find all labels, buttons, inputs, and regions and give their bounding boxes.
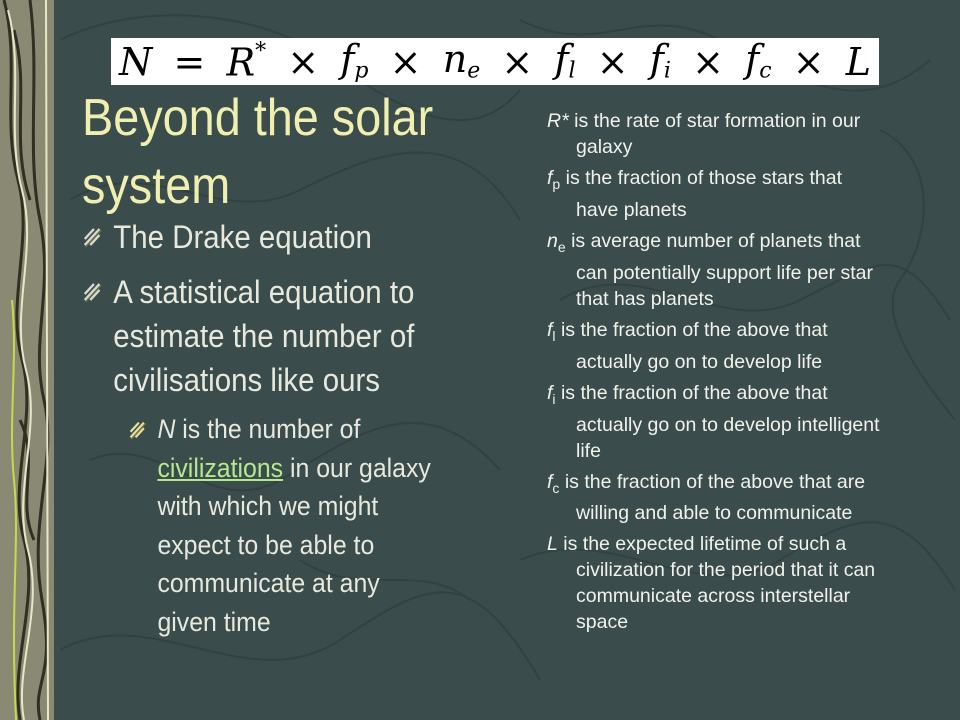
eq-equals: = <box>173 39 206 84</box>
definition-symbol: f <box>547 381 553 404</box>
eq-times: × <box>501 39 534 84</box>
definition-text: is the rate of star formation in our galaxy <box>568 110 861 158</box>
sub-bullet-text: N is the number of civilizations in our galaxy with which we might expect to be able to communicate at any given time <box>157 414 431 637</box>
definition-symbol: R <box>547 110 562 132</box>
definition-superscript: * <box>561 110 569 132</box>
bullet-drake-equation <box>82 217 372 257</box>
definition-text: is the fraction of the above that actually go on to develop life <box>555 318 828 373</box>
definition-text: is average number of planets that can potentially support life per star that has planets <box>565 229 873 310</box>
definition-text: is the expected lifetime of such a civilization for the period that it can communicate across interstellar space <box>557 533 876 634</box>
definition-text: is the fraction of the above that actually go on to develop intelligent life <box>555 381 880 462</box>
definition-item <box>547 317 887 375</box>
definition-text: is the fraction of those stars that have planets <box>560 167 843 221</box>
diamond-bullet-icon <box>82 226 102 248</box>
definition-subscript: p <box>552 175 561 192</box>
slide-title <box>82 84 460 220</box>
eq-term-fc: $f_c$ <box>745 37 772 84</box>
civilizations-link[interactable]: civilizations <box>157 452 284 483</box>
variable-n: N <box>157 414 176 444</box>
drake-equation-banner <box>111 38 879 85</box>
definition-subscript: c <box>552 479 560 496</box>
definition-subscript: e <box>557 238 566 255</box>
definition-item <box>547 469 887 527</box>
definition-symbol: f <box>547 470 553 493</box>
eq-times: × <box>287 39 320 84</box>
bullet-statistical-equation <box>82 270 450 402</box>
definition-item <box>547 228 887 312</box>
eq-times: × <box>389 39 422 84</box>
bullet-text: A statistical equation to estimate the number of civilisations like ours <box>113 274 415 398</box>
sub-bullet-n-definition <box>128 410 445 641</box>
eq-times: × <box>692 39 724 84</box>
decorative-left-strip <box>0 0 54 720</box>
eq-term-l: L <box>845 39 871 84</box>
eq-rstar: R* <box>226 39 267 85</box>
eq-term-ne: $n_e$ <box>442 37 481 84</box>
eq-term-fp: $f_p$ <box>340 37 369 84</box>
definition-item <box>547 380 887 464</box>
definition-subscript: l <box>552 327 556 344</box>
definition-text: is the fraction of the above that are willing and able to communicate <box>559 470 866 525</box>
eq-times: × <box>792 39 825 84</box>
definition-item <box>547 108 887 160</box>
bullet-text: The Drake equation <box>113 219 372 255</box>
diamond-bullet-icon <box>82 281 102 303</box>
definition-symbol: n <box>547 229 558 252</box>
definition-item <box>547 531 887 635</box>
eq-term-fi: $f_i$ <box>649 37 671 84</box>
definition-symbol: L <box>547 533 558 556</box>
eq-lhs: N <box>119 39 153 84</box>
eq-term-fl: $f_l$ <box>554 37 576 84</box>
variable-definitions <box>547 108 887 640</box>
diamond-bullet-icon <box>128 420 146 440</box>
title-line-1: Beyond the solar <box>82 89 434 147</box>
definition-symbol: f <box>547 318 553 341</box>
definition-symbol: f <box>547 167 553 189</box>
eq-times: × <box>596 39 629 84</box>
title-line-2: system <box>82 157 231 215</box>
definition-item <box>547 165 887 223</box>
definition-subscript: i <box>552 390 556 407</box>
